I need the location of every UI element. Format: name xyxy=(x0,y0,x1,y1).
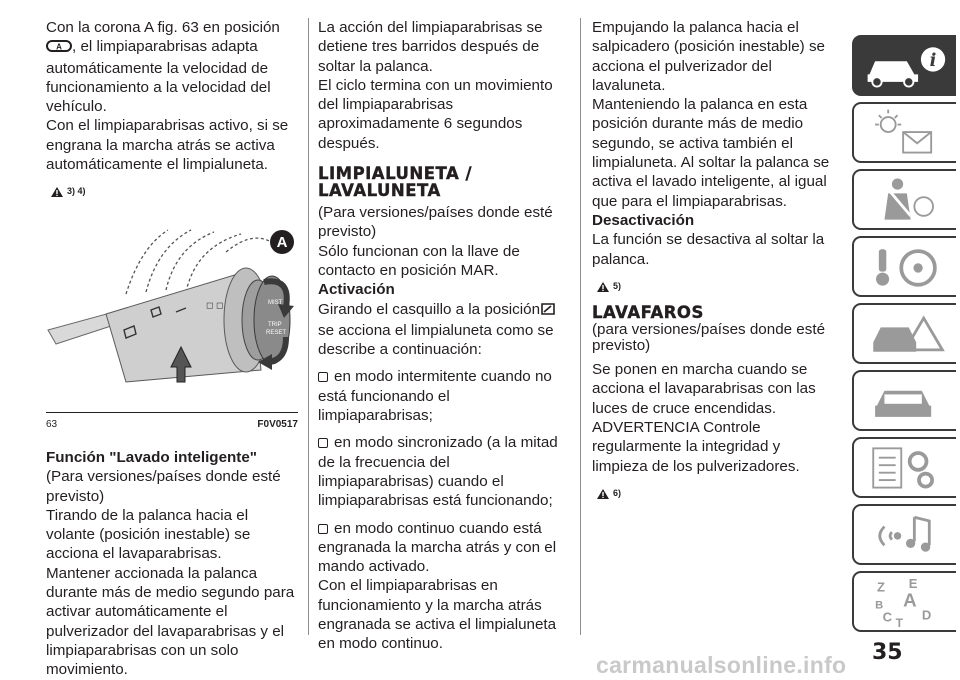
watermark: carmanualsonline.info xyxy=(596,652,847,678)
warning-triangle-icon xyxy=(50,186,64,198)
auto-wiper-icon xyxy=(46,39,72,58)
checkbox-bullet-icon xyxy=(318,524,328,534)
rear-wiper-icon xyxy=(540,302,556,321)
key-steering-icon[interactable] xyxy=(852,236,956,297)
index-letter: C xyxy=(882,609,893,625)
multimedia-icon[interactable] xyxy=(852,504,956,565)
paragraph-cycle-ends: El ciclo termina con un movimiento del limpiaparabrisas aproximadamente 6 segundos después. xyxy=(318,76,553,152)
checkbox-bullet-icon xyxy=(318,438,328,448)
list-item: en modo sincronizado (a la mitad de la frecuencia del limpiaparabrisas) cuando el limpiaparabrisas está funcionando; xyxy=(318,434,558,510)
ring-label-mist: MIST xyxy=(268,299,283,306)
figure-code: F0V0517 xyxy=(257,418,298,430)
seat-belt-icon[interactable] xyxy=(852,169,956,230)
subheading-activation: Activación xyxy=(318,281,395,299)
paragraph-auto-wiper: Con la corona A fig. 63 en posición A , el limpiaparabrisas adapta automáticamente la velocidad de funcionamiento a la velocidad del vehículo. xyxy=(46,19,280,116)
callout-a: A xyxy=(276,233,288,251)
page-number: 35 xyxy=(872,640,903,665)
car-accident-icon[interactable] xyxy=(852,303,956,364)
ring-label-trip: TRIP xyxy=(268,321,282,328)
paragraph-hold-position: Manteniendo la palanca en esta posición durante más de medio segundo, se activa también el limpialuneta. Al soltar la palanca se activa el lavado inteligente, al igual que para el limpiaparabrisas. xyxy=(592,96,830,210)
list-item: en modo intermitente cuando no está funcionando el limpiaparabrisas; xyxy=(318,368,552,425)
paragraph-deactivation: La función se desactiva al soltar la palanca. xyxy=(592,231,825,268)
svg-text:i: i xyxy=(929,49,937,71)
chapter-tabs xyxy=(852,35,960,638)
svg-text:A: A xyxy=(56,42,62,52)
warning-triangle-icon xyxy=(596,281,610,293)
paragraph-warning: ADVERTENCIA Controle regularmente la integridad y limpieza de los pulverizadores. xyxy=(592,419,800,475)
column-divider-2 xyxy=(580,18,581,635)
checkbox-bullet-icon xyxy=(318,372,328,382)
paragraph-versions: (para versiones/países donde esté previsto) xyxy=(592,321,826,355)
figure-caption xyxy=(46,415,298,434)
paragraph-push-lever: Empujando la palanca hacia el salpicadero (posición inestable) se acciona el pulverizador del lavaluneta. xyxy=(592,19,826,94)
paragraph-versions: (Para versiones/países donde esté previsto) xyxy=(318,204,553,241)
subheading-deactivation: Desactivación xyxy=(592,211,695,229)
paragraph-versions: (Para versiones/países donde esté previsto) xyxy=(46,468,281,505)
figure-number: 63 xyxy=(46,418,58,430)
car-service-icon[interactable] xyxy=(852,370,956,431)
wiper-stalk-illustration xyxy=(46,222,298,412)
section-heading-headlamp-washers: LAVAFAROS xyxy=(592,303,704,323)
index-letter: D xyxy=(921,607,932,623)
column-1 xyxy=(46,18,298,680)
paragraph-reverse: Con el limpiaparabrisas activo, si se engrana la marcha atrás se activa automáticamente el limpialuneta. xyxy=(46,117,289,174)
paragraph-ignition: Sólo funcionan con la llave de contacto en posición MAR. xyxy=(318,242,520,279)
car-info-icon[interactable] xyxy=(852,35,956,96)
paragraph-ring-position: Girando el casquillo a la posiciónse acciona el limpialuneta como se describe a continuación: xyxy=(318,300,568,360)
index-letter: B xyxy=(875,599,884,612)
paragraph-hold-lever: Mantener accionada la palanca durante más de medio segundo para activar automáticamente el pulverizador del lavaparabrisas y el limpiaparabrisas con un solo movimiento. xyxy=(46,564,295,679)
paragraph-headlamp-washers: Se ponen en marcha cuando se acciona el lavaparabrisas con las luces de cruce encendidas. xyxy=(592,361,816,417)
list-item: en modo continuo cuando está engranada la marcha atrás y con el mando activado. xyxy=(318,519,557,576)
warning-triangle-icon xyxy=(596,488,610,500)
svg-text:◻ ◻: ◻ ◻ xyxy=(206,299,224,310)
warning-lights-icon[interactable] xyxy=(852,102,956,163)
heading-smart-wash: Función "Lavado inteligente" xyxy=(46,448,258,466)
figure-63 xyxy=(46,222,298,413)
index-letter: E xyxy=(908,575,918,591)
column-divider-1 xyxy=(308,18,309,635)
ring-label-reset: RESET xyxy=(266,329,287,336)
index-letter: T xyxy=(895,616,904,630)
index-letter: A xyxy=(903,589,917,611)
column-2 xyxy=(318,18,568,654)
paragraph-continuous: Con el limpiaparabrisas en funcionamiento y la marcha atrás engranada se activa el limpialuneta en modo continuo. xyxy=(318,577,557,653)
index-letters-icon[interactable] xyxy=(852,571,956,632)
paragraph-pull-lever: Tirando de la palanca hacia el volante (posición inestable) se acciona el lavaparabrisas. xyxy=(46,506,251,563)
section-heading-rear-wiper: LIMPIALUNETA / LAVALUNETA xyxy=(318,164,472,201)
checklist-gear-icon[interactable] xyxy=(852,437,956,498)
index-letter: Z xyxy=(876,579,885,595)
paragraph-three-sweeps: La acción del limpiaparabrisas se detiene tres barridos después de soltar la palanca. xyxy=(318,19,543,75)
warning-reference[interactable]: 5) xyxy=(596,277,840,296)
warning-reference[interactable]: 6) xyxy=(596,484,840,503)
column-3 xyxy=(592,18,840,509)
warning-reference[interactable]: 3) 4) xyxy=(50,182,298,201)
